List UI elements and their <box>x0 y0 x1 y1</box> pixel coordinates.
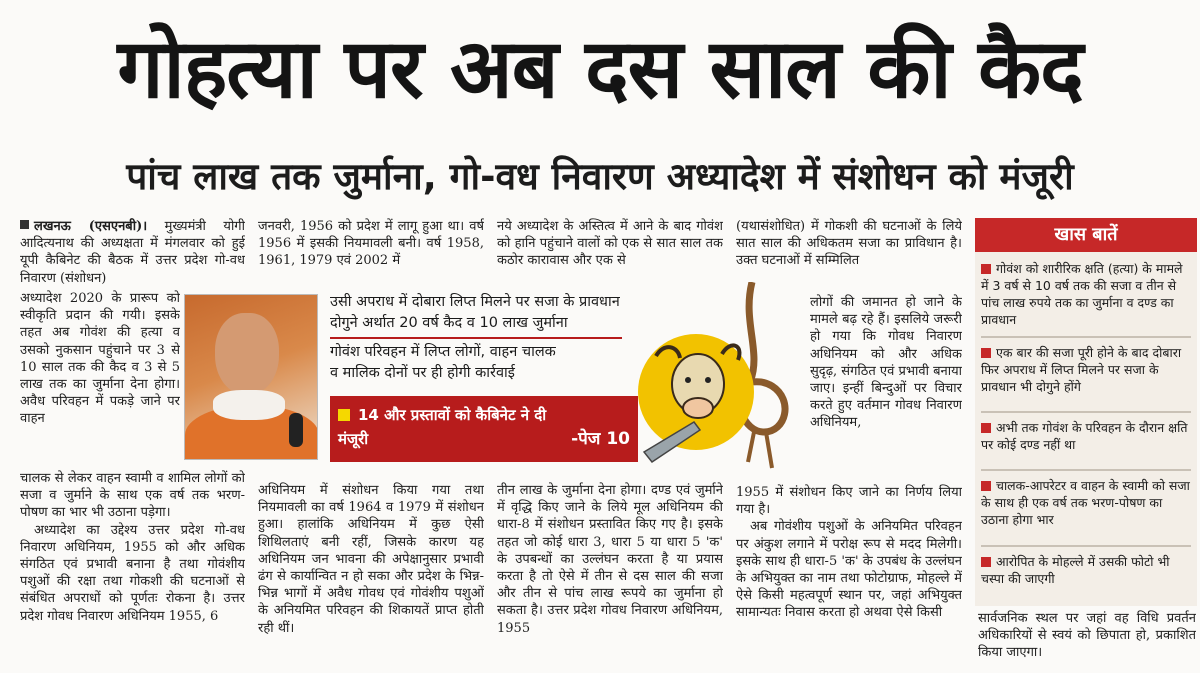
story-column-1-mid <box>20 290 180 470</box>
callout-line: व मालिक दोनों पर ही होगी कार्रवाई <box>330 365 515 381</box>
story-text: लोगों की जमानत हो जाने के मामले बढ़ रहे हैं। इसलिये जरूरी हो गया कि गोवध निवारण अधिनियम को और अधिक सुदृढ़, संगठित एवं प्रभावी बनाया जाए। इन्हीं बिन्दुओं पर विचार करते हुए वर्तमान गोवध निवारण अधिनियम, <box>810 295 962 431</box>
story-column-3-bottom <box>497 482 723 670</box>
key-points-box <box>975 218 1197 606</box>
key-point-item <box>981 344 1193 395</box>
key-point-item <box>981 260 1193 328</box>
bullet-square-icon <box>981 557 991 567</box>
key-point-text: चालक-आपरेटर व वाहन के स्वामी को सजा के साथ ही एक वर्ष तक भरण-पोषण का उठाना होगा भार <box>981 478 1190 527</box>
story-column-5-bottom <box>978 610 1196 670</box>
key-point-text: गोवंश को शारीरिक क्षति (हत्या) के मामले में 3 वर्ष से 10 वर्ष तक की सजा व तीन से पांच लाख रुपये तक का जुर्माना व दण्ड का प्रावधान <box>981 261 1183 327</box>
bullet-square-icon <box>981 264 991 274</box>
story-column-2-bottom <box>258 482 484 670</box>
yellow-square-icon <box>338 409 350 421</box>
key-point-item <box>981 419 1193 453</box>
callout-line: गोवंश परिवहन में लिप्त लोगों, वाहन चालक <box>330 344 556 360</box>
key-point-text: अभी तक गोवंश के परिवहन के दौरान क्षति पर कोई दण्ड नहीं था <box>981 420 1188 452</box>
cow-noose-illustration <box>634 282 804 478</box>
page-reference: -पेज 10 <box>571 429 630 449</box>
key-points-title: खास बातें <box>975 218 1197 252</box>
bullet-square-icon <box>981 481 991 491</box>
photo-mask <box>213 390 285 420</box>
key-point-text: आरोपित के मोहल्ले में उसकी फोटो भी चस्पा की जाएगी <box>981 554 1170 586</box>
key-points-divider <box>981 336 1191 338</box>
callout-divider <box>330 337 622 339</box>
subheadline: पांच लाख तक जुर्माना, गो-वध निवारण अध्यादेश में संशोधन को मंजूरी <box>126 155 1074 198</box>
story-text: अध्यादेश 2020 के प्रारूप को स्वीकृति प्रदान की गयी। इसके तहत अब गोवंश की हत्या व उसको नुकसान पहुंचाने पर 3 से 10 साल तक की कैद व 3 से 5 लाख तक का जुर्माना देना होगा। अवैध परिवहन में पकड़े जाने पर वाहन <box>20 291 180 427</box>
key-point-text: एक बार की सजा पूरी होने के बाद दोबारा फिर अपराध में लिप्त मिलने पर सजा के प्रावधान भी दोगुने होंगे <box>981 345 1182 394</box>
story-text: (यथासंशोधित) में गोकशी की घटनाओं के लिये सात साल की अधिकतम सजा का प्राविधान है। उक्त घटनाओं में सम्मिलित <box>736 219 962 269</box>
headline: गोहत्या पर अब दस साल की कैद <box>117 22 1083 117</box>
key-point-item <box>981 553 1193 587</box>
story-text: 1955 में संशोधन किए जाने का निर्णय लिया गया है। <box>736 485 962 518</box>
story-column-2-top <box>258 218 484 290</box>
red-bar-line: मंजूरी <box>338 430 369 448</box>
key-points-divider <box>981 545 1191 547</box>
chief-minister-photo <box>184 294 318 460</box>
story-text: अध्यादेश का उद्देश्य उत्तर प्रदेश गो-वध निवारण अधिनियम, 1955 को और अधिक संगठित एवं प्रभावी बनाना है तथा गोवंशीय पशुओं की रक्षा तथा गोकशी की घटनाओं से संबंधित अपराधों को पूर्णतः रोकना है। उत्तर प्रदेश गोवध निवारण अधिनियम 1955, 6 <box>20 522 245 624</box>
dateline: लखनऊ (एसएनबी)। <box>34 219 148 234</box>
story-column-1-bottom <box>20 470 245 670</box>
story-text: तीन लाख के जुर्माना देना होगा। दण्ड एवं जुर्माने में वृद्धि किए जाने के लिये मूल अधिनियम की धारा-8 में संशोधन प्रस्तावित किए गए है। इसके तहत जो कोई धारा 3, धारा 5 या धारा 5 'क' के उपबन्धों का उल्लंघन करता है या प्रयास करता है तो ऐसे में तीन से दस साल की सजा और तीन से पांच लाख रूपये का जुर्माना हो सकता है। उत्तर प्रदेश गोवध निवारण अधिनियम, 1955 <box>497 483 723 636</box>
story-column-1-top <box>20 218 245 290</box>
story-text: सार्वजनिक स्थल पर जहां वह विधि प्रवर्तन अधिकारियों से स्वयं को छिपाता हो, प्रकाशित किया जाएगा। <box>978 611 1196 661</box>
story-text: अब गोवंशीय पशुओं के अनियमित परिवहन पर अंकुश लगाने में परोक्ष रूप से मदद मिलेगी। इसके साथ ही धारा-5 'क' के उपबंध के उल्लंघन के अभियुक्त का नाम तथा फोटोग्राफ, मोहल्ले में ऐसे किसी महत्वपूर्ण स्थान पर, जहां अभियुक्त सामान्यतः निवास करता हो अथवा ऐसे किसी <box>736 519 962 621</box>
story-column-3-top <box>497 218 723 290</box>
bullet-square-icon <box>981 423 991 433</box>
story-text: मुख्यमंत्री योगी आदित्यनाथ की अध्यक्षता में मंगलवार को हुई यूपी कैबिनेट की बैठक में उत्तर प्रदेश गो-वध निवारण (संशोधन) <box>20 219 245 286</box>
red-bar-line: 14 और प्रस्तावों को कैबिनेट ने दी <box>358 406 547 424</box>
dateline-marker <box>20 220 29 229</box>
photo-face <box>215 313 279 395</box>
callout-line: उसी अपराध में दोबारा लिप्त मिलने पर सजा के प्रावधान <box>330 294 620 310</box>
story-column-4-mid <box>810 294 962 484</box>
story-column-4-bottom <box>736 484 962 670</box>
cow-noose-icon <box>634 282 804 478</box>
key-points-divider <box>981 411 1191 413</box>
cabinet-proposals-bar <box>330 396 638 462</box>
callout-line: दोगुने अर्थात 20 वर्ष कैद व 10 लाख जुर्माना <box>330 315 568 331</box>
story-text: चालक से लेकर वाहन स्वामी व शामिल लोगों को सजा व जुर्माने के साथ एक वर्ष तक भरण-पोषण का भार भी उठाना पड़ेगा। <box>20 471 245 521</box>
callout-box <box>330 292 630 382</box>
story-text: नये अध्यादेश के अस्तित्व में आने के बाद गोवंश को हानि पहुंचाने वालों को एक से सात साल तक कठोर कारावास और एक से <box>497 219 723 269</box>
key-point-item <box>981 477 1193 528</box>
key-points-divider <box>981 469 1191 471</box>
story-text: जनवरी, 1956 को प्रदेश में लागू हुआ था। वर्ष 1956 में इसकी नियमावली बनी। वर्ष 1958, 1961, 1979 एवं 2002 में <box>258 219 484 269</box>
story-text: अधिनियम में संशोधन किया गया तथा नियमावली का वर्ष 1964 व 1979 में संशोधन हुआ। हालांकि अधिनियम में कुछ ऐसी शिथिलताएं बनी रहीं, जिसके कारण यह अधिनियम जन भावना की अपेक्षानुसार प्रभावी ढंग से कार्यान्वित न हो सका और प्रदेश के भिन्न-भिन्न भागों में अवैध गोवध एवं गोवंशीय पशुओं के अनियमित परिवहन की शिकायतें प्राप्त होती रही थीं। <box>258 483 484 636</box>
microphone-icon <box>289 413 303 447</box>
bullet-square-icon <box>981 348 991 358</box>
